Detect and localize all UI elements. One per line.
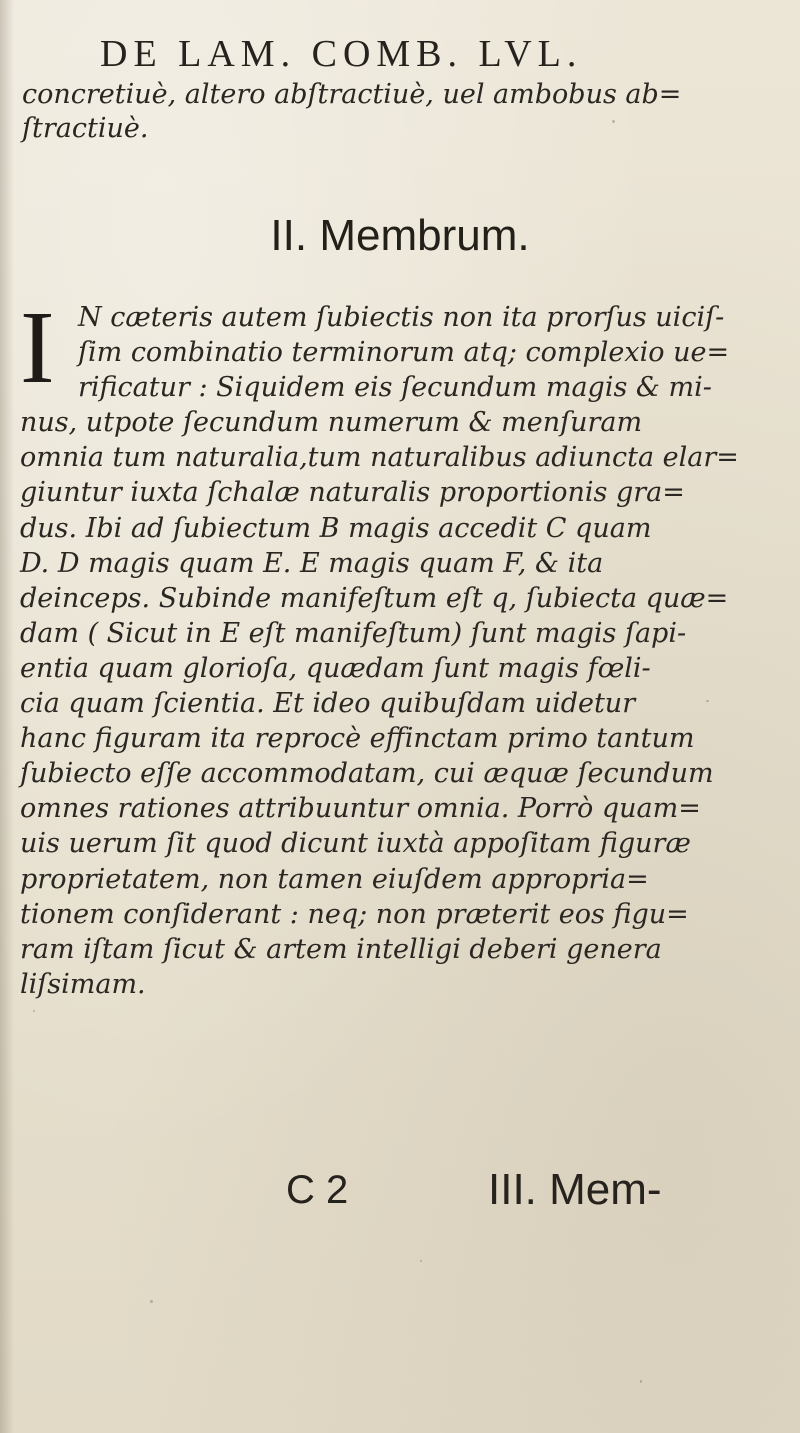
text-line: D. D magis quam E. E magis quam F, & ita (20, 547, 604, 579)
text-line: dus. Ibi ad ſubiectum B magis accedit C quam (20, 512, 652, 544)
signature-mark: C 2 (286, 1168, 349, 1212)
text-line: cia quam ſcientia. Et ideo quibuſdam uidetur (20, 688, 636, 720)
drop-cap: I (20, 290, 55, 405)
catchword: III. Mem- (488, 1165, 662, 1214)
page-footer (0, 1162, 800, 1222)
text-line: giuntur iuxta ſchalæ naturalis proportionis gra= (20, 477, 685, 509)
text-line: ram iſtam ſicut & artem intelligi deberi genera (20, 933, 662, 965)
text-line: dam ( Sicut in E eſt manifeſtum) ſunt magis ſapi- (20, 617, 687, 649)
text-line: liſsimam. (20, 968, 146, 1000)
text-line: nus, utpote ſecundum numerum & menſuram (20, 407, 643, 439)
text-line: entia quam glorioſa, quædam ſunt magis fœli- (20, 652, 651, 684)
text-line: omnes rationes attribuuntur omnia. Porrò quam= (20, 793, 701, 825)
text-line: ſubiecto eſſe accommodatam, cui æquæ ſecundum (20, 758, 714, 790)
text-line: proprietatem, non tamen eiuſdem appropria= (20, 863, 649, 895)
text-line: uis uerum ſit quod dicunt iuxtà appoſitam figuræ (20, 828, 691, 860)
text-line: ſim combinatio terminorum atq; complexio ue= (78, 337, 730, 369)
text-line: N cæteris autem ſubiectis non ita prorſus uiciſ- (78, 302, 725, 333)
text-line: deinceps. Subinde manifeſtum eſt q, ſubiecta quæ= (20, 582, 729, 614)
text-line: rificatur : Siquidem eis ſecundum magis & mi- (78, 372, 712, 404)
text-line: hanc figuram ita reprocè effinctam primo tantum (20, 723, 695, 755)
section-title: II. Membrum. (270, 211, 530, 260)
text-line: ſtractiuè. (22, 113, 149, 144)
lead-text (22, 78, 782, 146)
running-head: DE LAM. COMB. LVL. (100, 33, 583, 75)
text-line: concretiuè, altero abſtractiuè, uel ambobus ab= (22, 79, 682, 110)
text-line: omnia tum naturalia,tum naturalibus adiuncta elar= (20, 442, 739, 474)
text-line: tionem conſiderant : neq; non præterit eos figu= (20, 898, 689, 930)
